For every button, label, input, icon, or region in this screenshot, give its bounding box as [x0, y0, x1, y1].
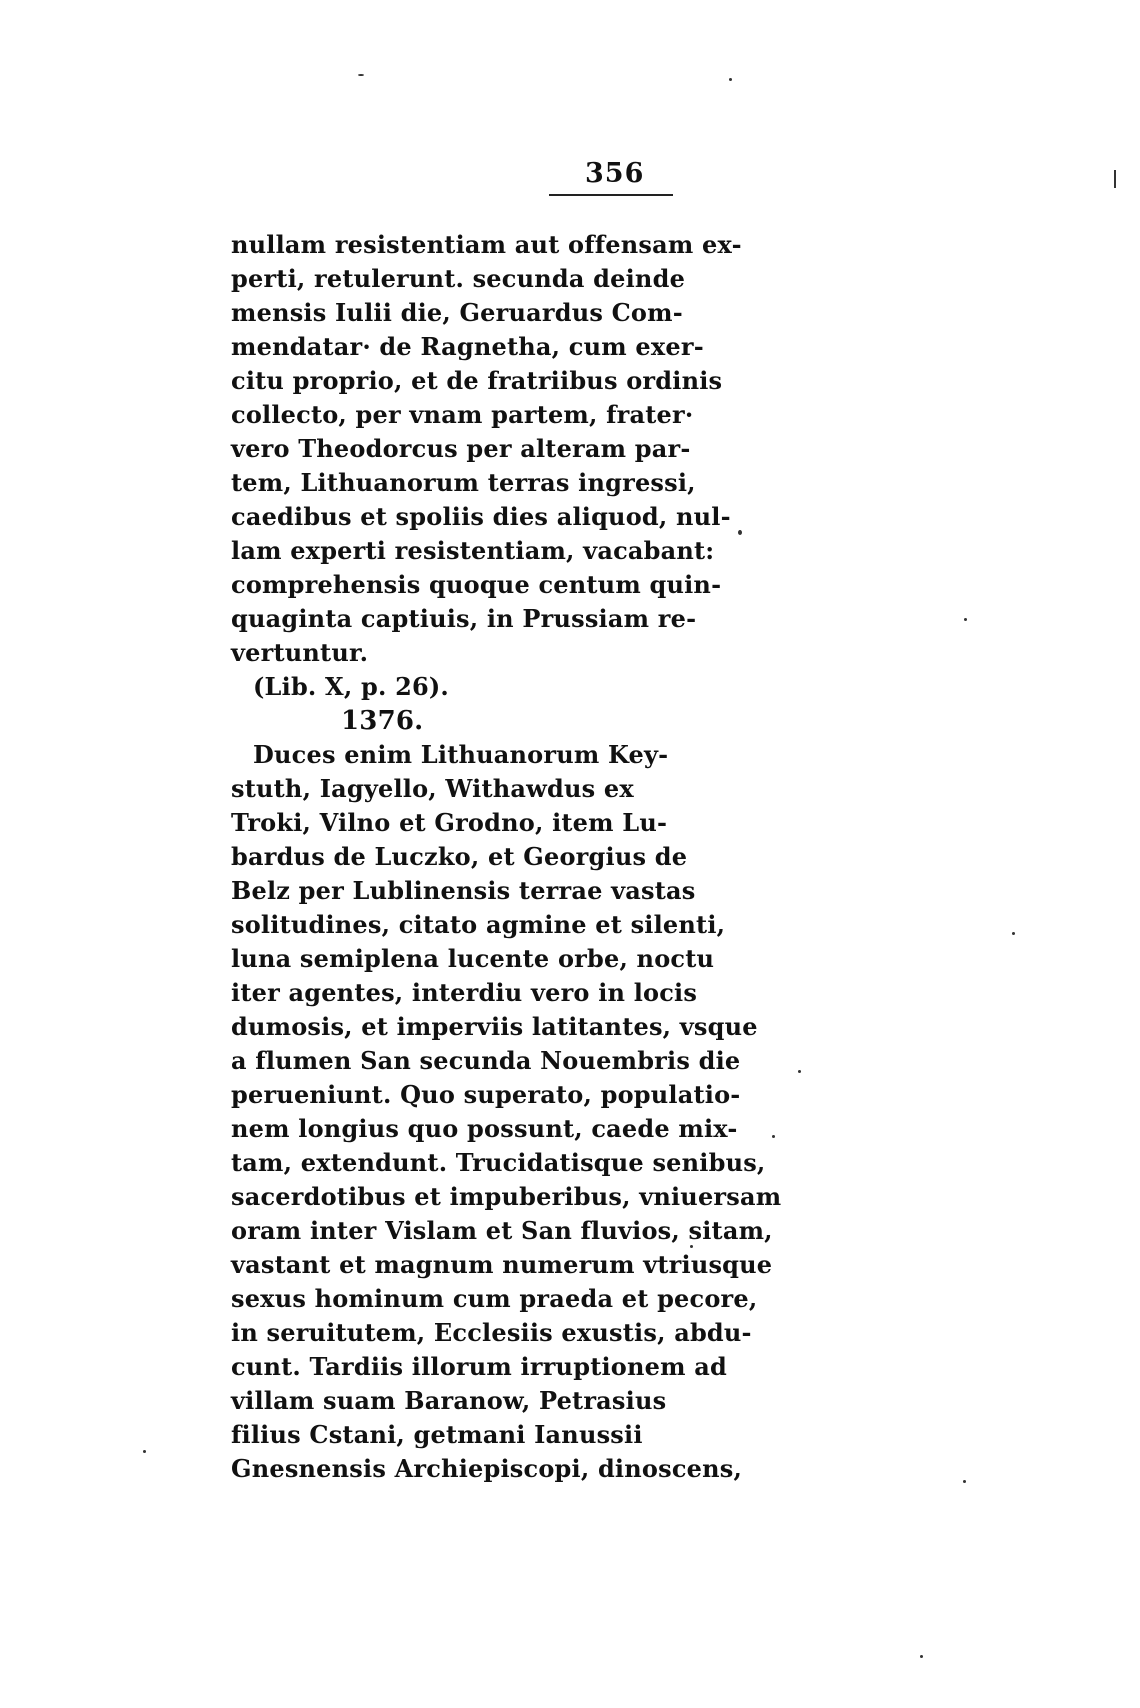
- body-text: [231, 228, 782, 1486]
- text-line: cunt. Tardiis illorum irruptionem ad: [231, 1352, 728, 1381]
- text-line: Belz per Lublinensis terrae vastas: [231, 876, 696, 905]
- text-line: quaginta captiuis, in Prussiam re-: [231, 604, 697, 633]
- text-line: Troki, Vilno et Grodno, item Lu-: [231, 808, 668, 837]
- text-line: vertuntur.: [231, 638, 369, 667]
- text-line: solitudines, citato agmine et silenti,: [231, 910, 726, 939]
- scan-speck: [738, 530, 742, 535]
- scan-speck: [798, 1070, 801, 1073]
- text-line: nem longius quo possunt, caede mix-: [231, 1114, 738, 1143]
- text-line: tem, Lithuanorum terras ingressi,: [231, 468, 696, 497]
- text-line: vero Theodorcus per alteram par-: [231, 434, 691, 463]
- text-line: sacerdotibus et impuberibus, vniuersam: [231, 1182, 782, 1211]
- text-line: mendatar· de Ragnetha, cum exer-: [231, 332, 704, 361]
- text-line: perueniunt. Quo superato, populatio-: [231, 1080, 741, 1109]
- text-line: iter agentes, interdiu vero in locis: [231, 978, 698, 1007]
- scan-speck: [1012, 932, 1015, 935]
- text-line: oram inter Vislam et San fluvios, sitam,: [231, 1216, 773, 1245]
- text-line: nullam resistentiam aut offensam ex-: [231, 230, 742, 259]
- scan-speck: [358, 74, 364, 76]
- text-line: villam suam Baranow, Petrasius: [231, 1386, 667, 1415]
- scan-speck: [772, 1135, 775, 1138]
- text-line: stuth, Iagyello, Withawdus ex: [231, 774, 634, 803]
- text-line: lam experti resistentiam, vacabant:: [231, 536, 715, 565]
- scan-speck: [963, 1480, 966, 1483]
- scan-speck: [729, 78, 732, 81]
- scan-speck: [964, 618, 967, 621]
- text-line: Gnesnensis Archiepiscopi, dinoscens,: [231, 1454, 743, 1483]
- citation-line: (Lib. X, p. 26).: [253, 672, 449, 701]
- text-line: Duces enim Lithuanorum Key-: [253, 740, 669, 769]
- text-line: collecto, per vnam partem, frater·: [231, 400, 694, 429]
- text-line: perti, retulerunt. secunda deinde: [231, 264, 686, 293]
- text-line: filius Cstani, getmani Ianussii: [231, 1420, 643, 1449]
- scan-speck: [1114, 170, 1116, 188]
- page-number: 356: [585, 158, 645, 189]
- text-line: sexus hominum cum praeda et pecore,: [231, 1284, 758, 1313]
- scan-speck: [920, 1655, 923, 1658]
- text-line: a flumen San secunda Nouembris die: [231, 1046, 741, 1075]
- text-line: mensis Iulii die, Geruardus Com-: [231, 298, 683, 327]
- header-rule: [549, 194, 673, 196]
- text-line: caedibus et spoliis dies aliquod, nul-: [231, 502, 731, 531]
- year-heading: 1376.: [341, 706, 424, 736]
- text-line: in seruitutem, Ecclesiis exustis, abdu-: [231, 1318, 752, 1347]
- text-line: tam, extendunt. Trucidatisque senibus,: [231, 1148, 766, 1177]
- text-line: vastant et magnum numerum vtriusque: [231, 1250, 773, 1279]
- text-line: bardus de Luczko, et Georgius de: [231, 842, 688, 871]
- text-line: comprehensis quoque centum quin-: [231, 570, 722, 599]
- text-line: luna semiplena lucente orbe, noctu: [231, 944, 715, 973]
- scan-speck: [690, 1245, 693, 1248]
- text-line: dumosis, et imperviis latitantes, vsque: [231, 1012, 758, 1041]
- text-line: citu proprio, et de fratriibus ordinis: [231, 366, 723, 395]
- scan-speck: [143, 1450, 146, 1453]
